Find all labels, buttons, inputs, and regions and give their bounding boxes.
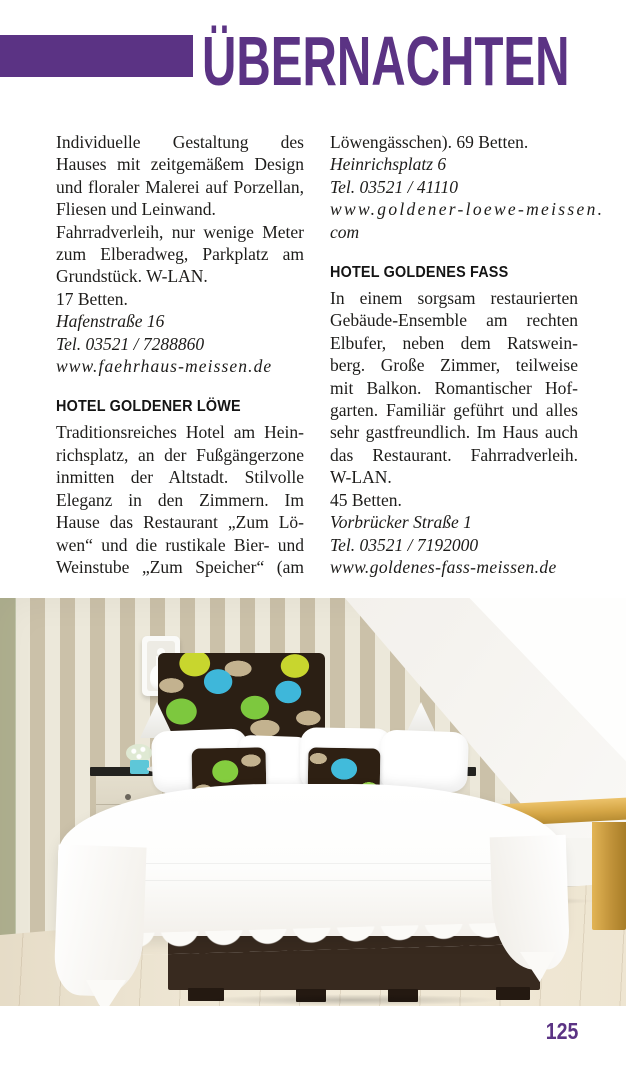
page-number: 125 [545,1018,578,1044]
body-text-line: zum Elberadweg, Parkplatz am [56,244,304,265]
gold-bench-block-leg [592,822,626,930]
body-text-line: Eleganz in den Zimmern. Im [56,489,304,510]
body-text-line: garten. Familiär geführt und alles [330,400,578,421]
body-text-line: W-LAN. [330,467,392,488]
quilt-drape-left [53,845,146,998]
address-line: Heinrichsplatz 6 [330,154,447,175]
bedroom-photo [0,598,626,1006]
hotel-name-heading: HOTEL GOLDENER LÖWE [56,398,241,416]
body-text-line: Fahrradverleih, nur wenige Meter [56,221,304,242]
body-text-line: In einem sorgsam restaurierten [330,288,578,309]
body-text-line: Grundstück. W-LAN. [56,266,208,287]
body-text-line: sehr gastfreundlich. Im Haus auch [330,422,578,443]
body-text-line: und floraler Malerei auf Porzellan, [56,176,304,197]
address-line: Vorbrücker Straße 1 [330,512,472,533]
text-column-right [330,131,605,578]
beds-count-line: 45 Betten. [330,489,402,510]
body-text-line: Weinstube „Zum Speicher“ (am [56,556,304,577]
body-text-line: das Restaurant. Fahrradverleih. [330,444,578,465]
website-line: www.goldenes-fass-meissen.de [330,556,557,577]
body-text-line: Gebäude-Ensemble am rechten [330,310,578,331]
body-text-line: Löwengässchen). 69 Betten. [330,132,529,152]
body-text-line: Traditionsreiches Hotel am Hein- [56,422,304,443]
pillow [379,729,469,792]
website-line: com [330,221,360,242]
body-text-line: richsplatz, an der Fußgängerzone [56,444,304,465]
phone-line: Tel. 03521 / 7288860 [56,333,205,354]
body-text-line: Elbufer, neben dem Ratswein- [330,332,578,353]
hotel-name-heading: HOTEL GOLDENES FASS [330,264,509,282]
body-text-line: Hause das Restaurant „Zum Lö- [56,512,304,533]
body-text-line: inmitten der Altstadt. Stilvolle [56,467,304,488]
page-title-wrap [10,24,570,98]
page-title: ÜBERNACHTEN [202,22,570,100]
text-column-left [56,131,304,578]
beds-count-line: 17 Betten. [56,288,128,309]
body-text-line: Hauses mit zeitgemäßem Design [56,154,304,175]
page-number-wrap [540,1018,578,1045]
website-line: www.faehrhaus-meissen.de [56,356,273,377]
phone-line: Tel. 03521 / 7192000 [330,534,479,555]
website-line: www.goldener-loewe-meissen. [330,199,605,220]
body-text-line: wen“ und die rustikale Bier- und [56,534,304,555]
nightstand-left-knob [125,794,131,800]
bed-shadow [140,992,560,1006]
turquoise-cup [130,760,149,774]
address-line: Hafenstraße 16 [56,311,165,332]
phone-line: Tel. 03521 / 41110 [330,176,459,197]
body-text-line: Fliesen und Leinwand. [56,199,216,220]
body-text-line: mit Balkon. Romantischer Hof- [330,377,578,398]
body-text-line: Individuelle Gestaltung des [56,132,304,152]
body-text-line: berg. Große Zimmer, teilweise [330,355,578,376]
